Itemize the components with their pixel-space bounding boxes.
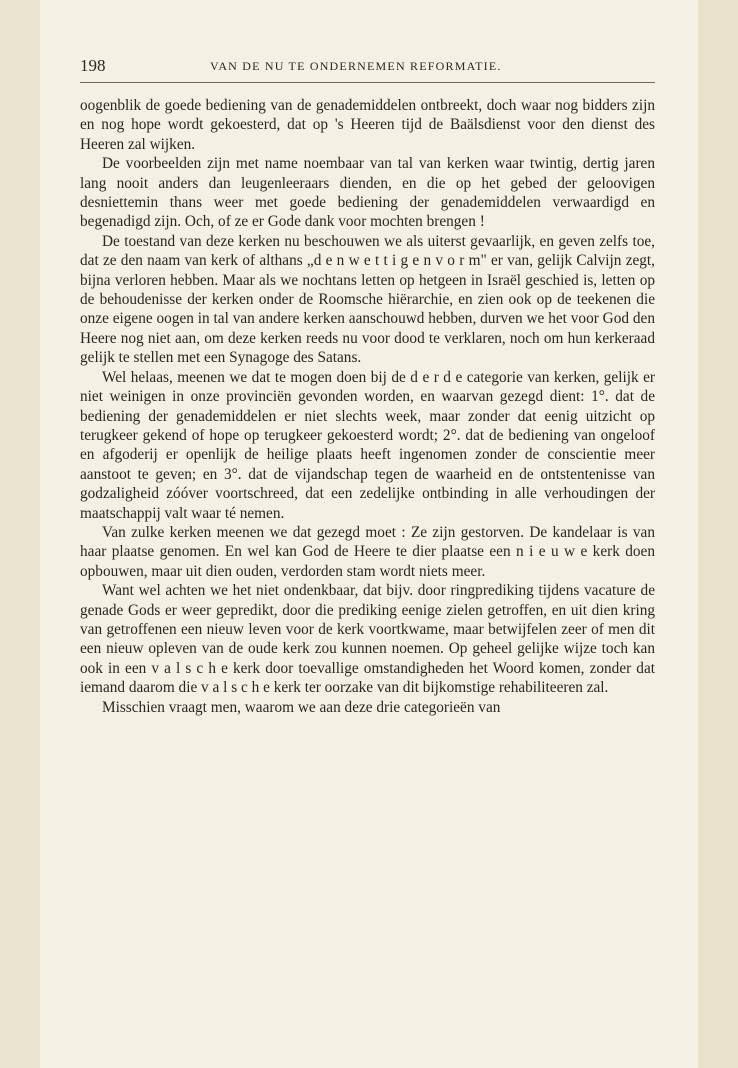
paragraph-3: De toestand van deze kerken nu beschouwen we als uiterst gevaarlijk, en geven zelfs toe, dat ze den naam van kerk of althans „d e n w e t t i g e n v o r m" er van, gelijk Calvijn zegt, bijna verloren hebben. Maar als we nochtans letten op hetgeen in Israël geschied is, letten op de behoudenisse der kerken onder de Roomsche hiërarchie, en zien ook op de teekenen die onze eigene oogen in tal van andere kerken aanschouwd hebben, durven we het voor God den Heere nog niet aan, om deze kerken reeds nu voor dood te verklaren, noch om hun kerkeraad gelijk te stellen met een Synagoge des Satans. bbox=[80, 232, 655, 367]
page-right-margin-shadow bbox=[698, 0, 738, 1068]
paragraph-1: oogenblik de goede bediening van de genademiddelen ontbreekt, doch waar nog bidders zijn en nog hope wordt gekoesterd, dat op 's Heeren tijd de Baälsdienst voor den dienst des Heeren zal wijken. bbox=[80, 97, 655, 153]
body-text bbox=[80, 96, 655, 717]
page-header bbox=[80, 56, 655, 78]
running-title: VAN DE NU TE ONDERNEMEN REFORMATIE. bbox=[210, 59, 502, 73]
paragraph-7: Misschien vraagt men, waarom we aan deze drie categorieën van bbox=[102, 698, 501, 716]
paragraph-5: Van zulke kerken meenen we dat gezegd moet : Ze zijn gestorven. De kandelaar is van haar plaatse genomen. En wel kan God de Heere te dier plaatse een n i e u w e kerk doen opbouwen, maar uit dien ouden, verdorden stam wordt niets meer. bbox=[80, 523, 655, 580]
paragraph-4: Wel helaas, meenen we dat te mogen doen bij de d e r d e categorie van kerken, gelijk er niet weinigen in onze provinciën gevonden worden, en waarvan gezegd dient: 1°. dat de bediening der genademiddelen er niet slechts week, maar zonder dat eenig uitzicht op terugkeer gekend of hope op terugkeer gekoesterd wordt; 2°. dat de bediening van ongeloof en afgoderij er openlijk de heilige plaats heeft ingenomen zonder de conscientie meer aanstoot te geven; en 3°. dat de vijandschap tegen de waarheid en de ontstentenisse van godzaligheid zóóver voortschreed, dat een zedelijke ontbinding in alle verhoudingen der maatschappij valt waar té nemen. bbox=[80, 368, 655, 522]
page-number: 198 bbox=[80, 56, 106, 75]
paragraph-2: De voorbeelden zijn met name noembaar van tal van kerken waar twintig, dertig jaren lang nooit anders dan leugenleeraars dienden, en die op het gebed der geloovigen desniettemin thans weer met goede bediening der genademiddelen verwaardigd en begenadigd zijn. Och, of ze er Gode dank voor mochten brengen ! bbox=[80, 155, 655, 231]
page-left-margin-shadow bbox=[0, 0, 40, 1068]
header-rule bbox=[80, 82, 655, 83]
paragraph-6: Want wel achten we het niet ondenkbaar, dat bijv. door ringprediking tijdens vacature de genade Gods er weer gepredikt, door die prediking eenige zielen getroffen, en uit dien kring van getroffenen een nieuw leven voor de kerk voortkwame, maar betwijfelen zeer of men dit een nieuw opleven van de oude kerk zou kunnen noemen. Op geheel gelijke wijze toch kan ook in een v a l s c h e kerk door toevallige omstandigheden het Woord komen, zonder dat iemand daarom die v a l s c h e kerk ter oorzake van dit bijkomstige rehabiliteeren zal. bbox=[80, 582, 655, 697]
